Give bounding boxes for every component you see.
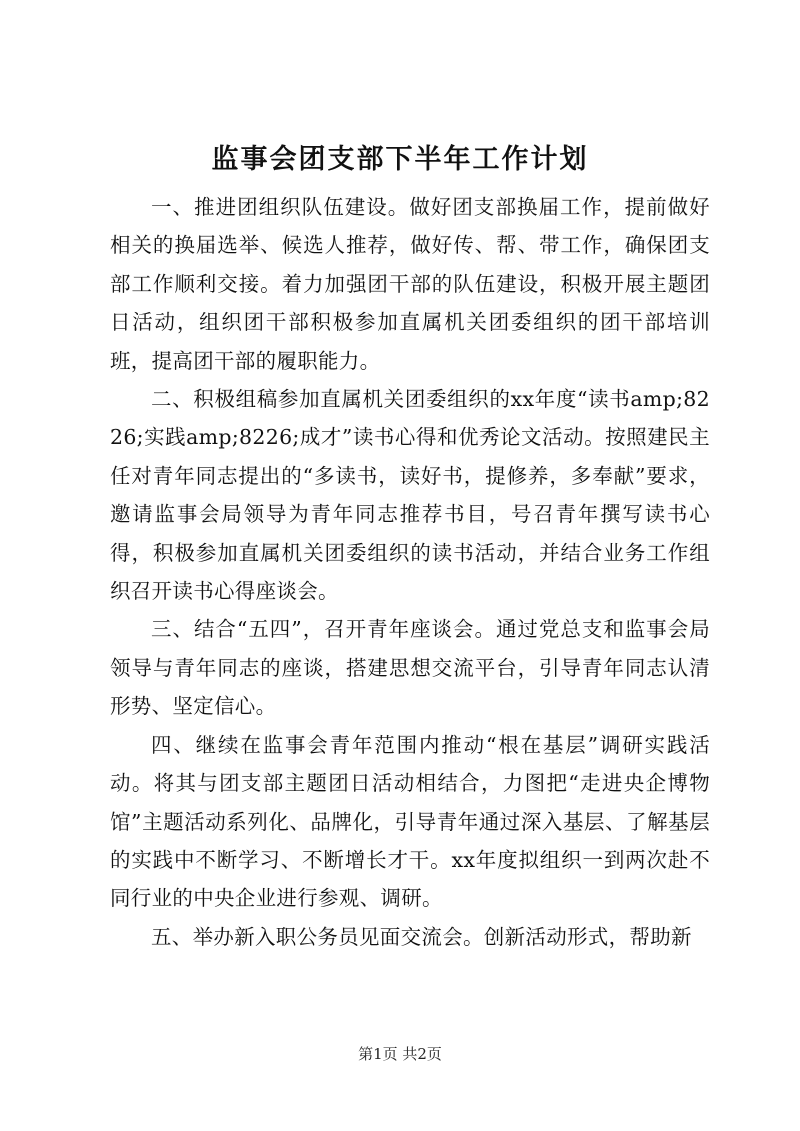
paragraph-5: 五、举办新入职公务员见面交流会。创新活动形式，帮助新 bbox=[151, 924, 692, 949]
paragraph-3: 三、结合“五四”，召开青年座谈会。通过党总支和监事会局领导与青年同志的座谈，搭建思想交流平台，引导青年同志认清形势、坚定信心。 bbox=[110, 617, 710, 719]
document-title: 监事会团支部下半年工作计划 bbox=[211, 144, 589, 175]
page-footer: 第1页 共2页 bbox=[358, 1045, 442, 1063]
paragraph-4: 四、继续在监事会青年范围内推动“根在基层”调研实践活动。将其与团支部主题团日活动相结合，力图把“走进央企博物馆”主题活动系列化、品牌化，引导青年通过深入基层、了解基层的实践中不断学习、不断增长才干。xx年度拟组织一到两次赴不同行业的中央企业进行参观、调研。 bbox=[110, 732, 710, 911]
paragraph-2: 二、积极组稿参加直属机关团委组织的xx年度“读书amp;8226;实践amp;8226;成才”读书心得和优秀论文活动。按照建民主任对青年同志提出的“多读书，读好书，提修养，多奉献”要求，邀请监事会局领导为青年同志推荐书目，号召青年撰写读书心得，积极参加直属机关团委组织的读书活动，并结合业务工作组织召开读书心得座谈会。 bbox=[110, 387, 710, 604]
document-body bbox=[110, 188, 710, 956]
paragraph-1: 一、推进团组织队伍建设。做好团支部换届工作，提前做好相关的换届选举、候选人推荐，做好传、帮、带工作，确保团支部工作顺利交接。着力加强团干部的队伍建设，积极开展主题团日活动，组织团干部积极参加直属机关团委组织的团干部培训班，提高团干部的履职能力。 bbox=[110, 195, 710, 373]
